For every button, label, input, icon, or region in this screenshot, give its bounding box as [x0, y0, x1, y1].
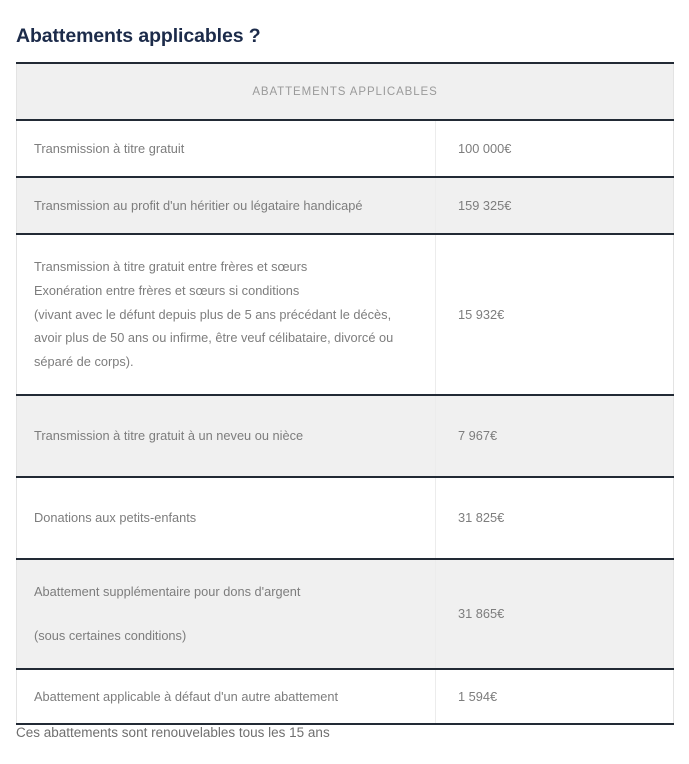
label-line: Transmission au profit d'un héritier ou légataire handicapé [34, 197, 363, 213]
table-cell-label [17, 234, 436, 395]
table-row [17, 477, 674, 559]
table-cell-value: 7 967€ [436, 395, 674, 477]
table-cell-value: 1 594€ [436, 669, 674, 724]
label-line: Transmission à titre gratuit à un neveu ou nièce [34, 428, 304, 444]
table-row [17, 559, 674, 669]
label-paragraph: Abattement supplémentaire pour dons d'argent [34, 584, 301, 600]
table-cell-label [17, 120, 436, 177]
page-title: Abattements applicables ? [16, 25, 261, 48]
table-header-row [17, 63, 674, 120]
abattements-table-container [16, 62, 673, 725]
table-row [17, 395, 674, 477]
label-line: avoir plus de 50 ans ou infirme, être veuf célibataire, divorcé ou [34, 330, 394, 346]
table-row [17, 177, 674, 234]
table-row [17, 234, 674, 395]
table-cell-label [17, 177, 436, 234]
table-cell-label [17, 559, 436, 669]
table-body [17, 120, 674, 724]
label-paragraph: (sous certaines conditions) [34, 628, 187, 643]
abattements-table [16, 62, 674, 725]
table-cell-label [17, 477, 436, 559]
label-line: Transmission à titre gratuit entre frères et sœurs [34, 259, 308, 275]
label-line: Exonération entre frères et sœurs si conditions [34, 282, 300, 298]
table-cell-label [17, 395, 436, 477]
table-cell-value: 159 325€ [436, 177, 674, 234]
table-cell-value: 15 932€ [436, 234, 674, 395]
table-header-title: ABATTEMENTS APPLICABLES [17, 63, 674, 120]
table-row [17, 120, 674, 177]
table-cell-label [17, 669, 436, 724]
table-header [17, 63, 674, 120]
table-cell-value: 31 865€ [436, 559, 674, 669]
label-line: Transmission à titre gratuit [34, 140, 185, 156]
label-line: Donations aux petits-enfants [34, 510, 197, 526]
label-line: (vivant avec le défunt depuis plus de 5 ans précédant le décès, [34, 306, 392, 322]
label-line: Abattement applicable à défaut d'un autre abattement [34, 688, 339, 704]
table-footnote: Ces abattements sont renouvelables tous les 15 ans [16, 725, 330, 740]
label-line: séparé de corps). [34, 354, 134, 369]
table-cell-value: 100 000€ [436, 120, 674, 177]
table-cell-value: 31 825€ [436, 477, 674, 559]
table-row [17, 669, 674, 724]
